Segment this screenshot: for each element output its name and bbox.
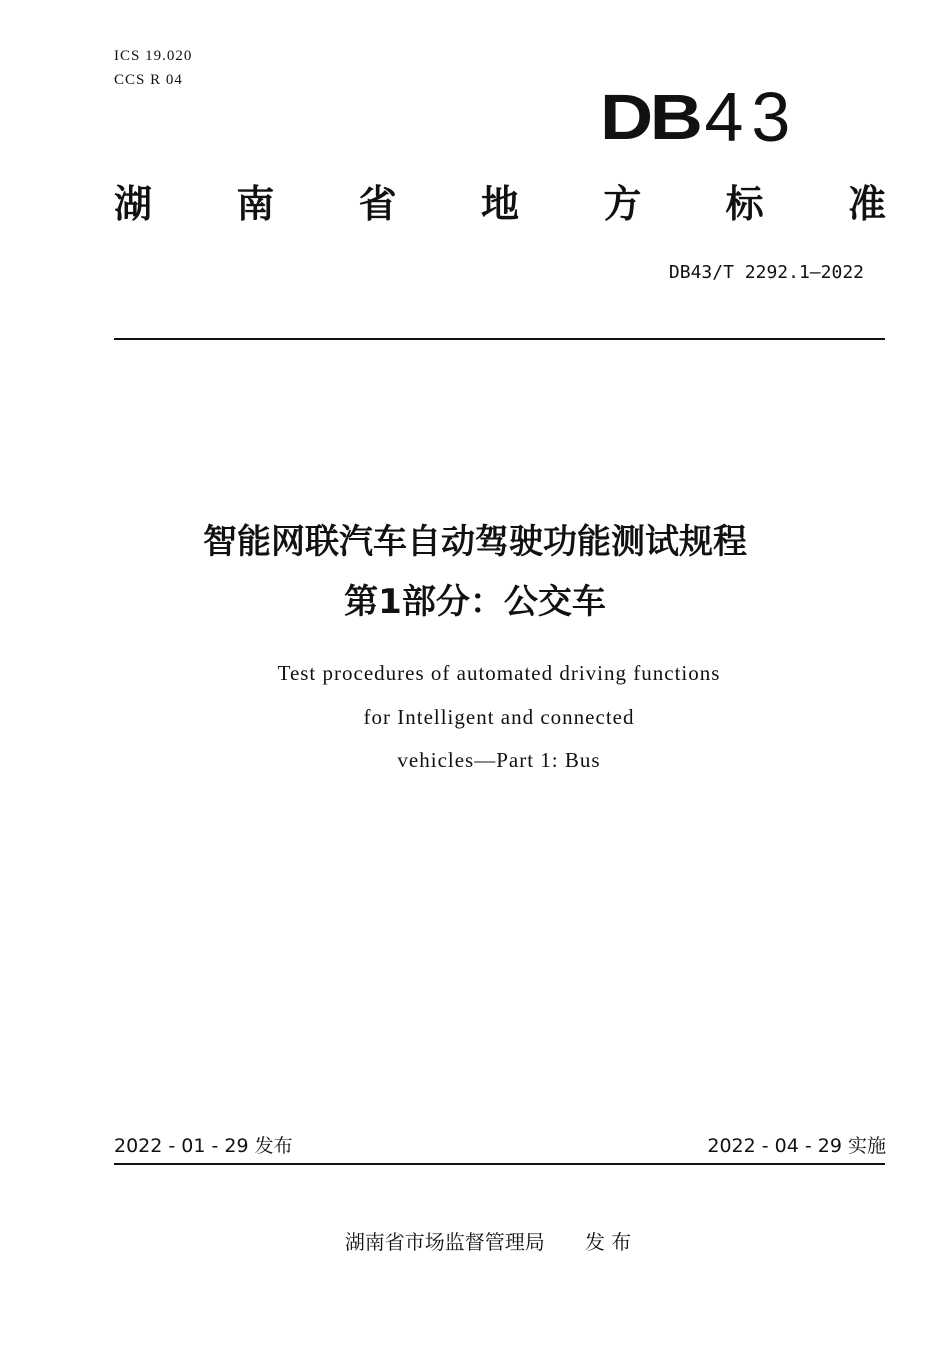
db-mark: DB [600,81,700,153]
db-logo [600,78,799,156]
publisher-action: 发 布 [584,1230,632,1254]
authority-char: 方 [603,182,642,226]
authority-char: 地 [480,182,519,226]
publisher-name: 湖南省市场监督管理局 [344,1230,545,1254]
authority-char: 准 [847,182,886,226]
authority-char: 标 [725,182,764,226]
ics-code: ICS 19.020 [114,48,193,64]
bottom-divider [114,1163,885,1165]
implementation-date: 2022 - 04 - 29 实施 [707,1135,886,1157]
title-en-line1: Test procedures of automated driving functions [277,661,721,685]
title-en-line2: for Intelligent and connected [363,705,635,729]
title-en-line3: vehicles—Part 1: Bus [397,748,601,772]
standard-number: DB43/T 2292.1—2022 [668,262,864,283]
standard-authority [114,176,886,232]
ccs-code: CCS R 04 [114,72,183,88]
authority-char: 南 [236,182,275,226]
issue-date: 2022 - 01 - 29 发布 [114,1135,293,1157]
title-cn-line1: 智能网联汽车自动驾驶功能测试规程 [203,522,747,562]
title-cn-line2: 第1部分：公交车 [344,582,606,622]
authority-char: 湖 [114,182,153,226]
top-divider [114,338,885,340]
db-number: 43 [704,78,799,156]
classification-codes [114,44,192,92]
publisher [0,1227,950,1257]
authority-char: 省 [358,182,397,226]
